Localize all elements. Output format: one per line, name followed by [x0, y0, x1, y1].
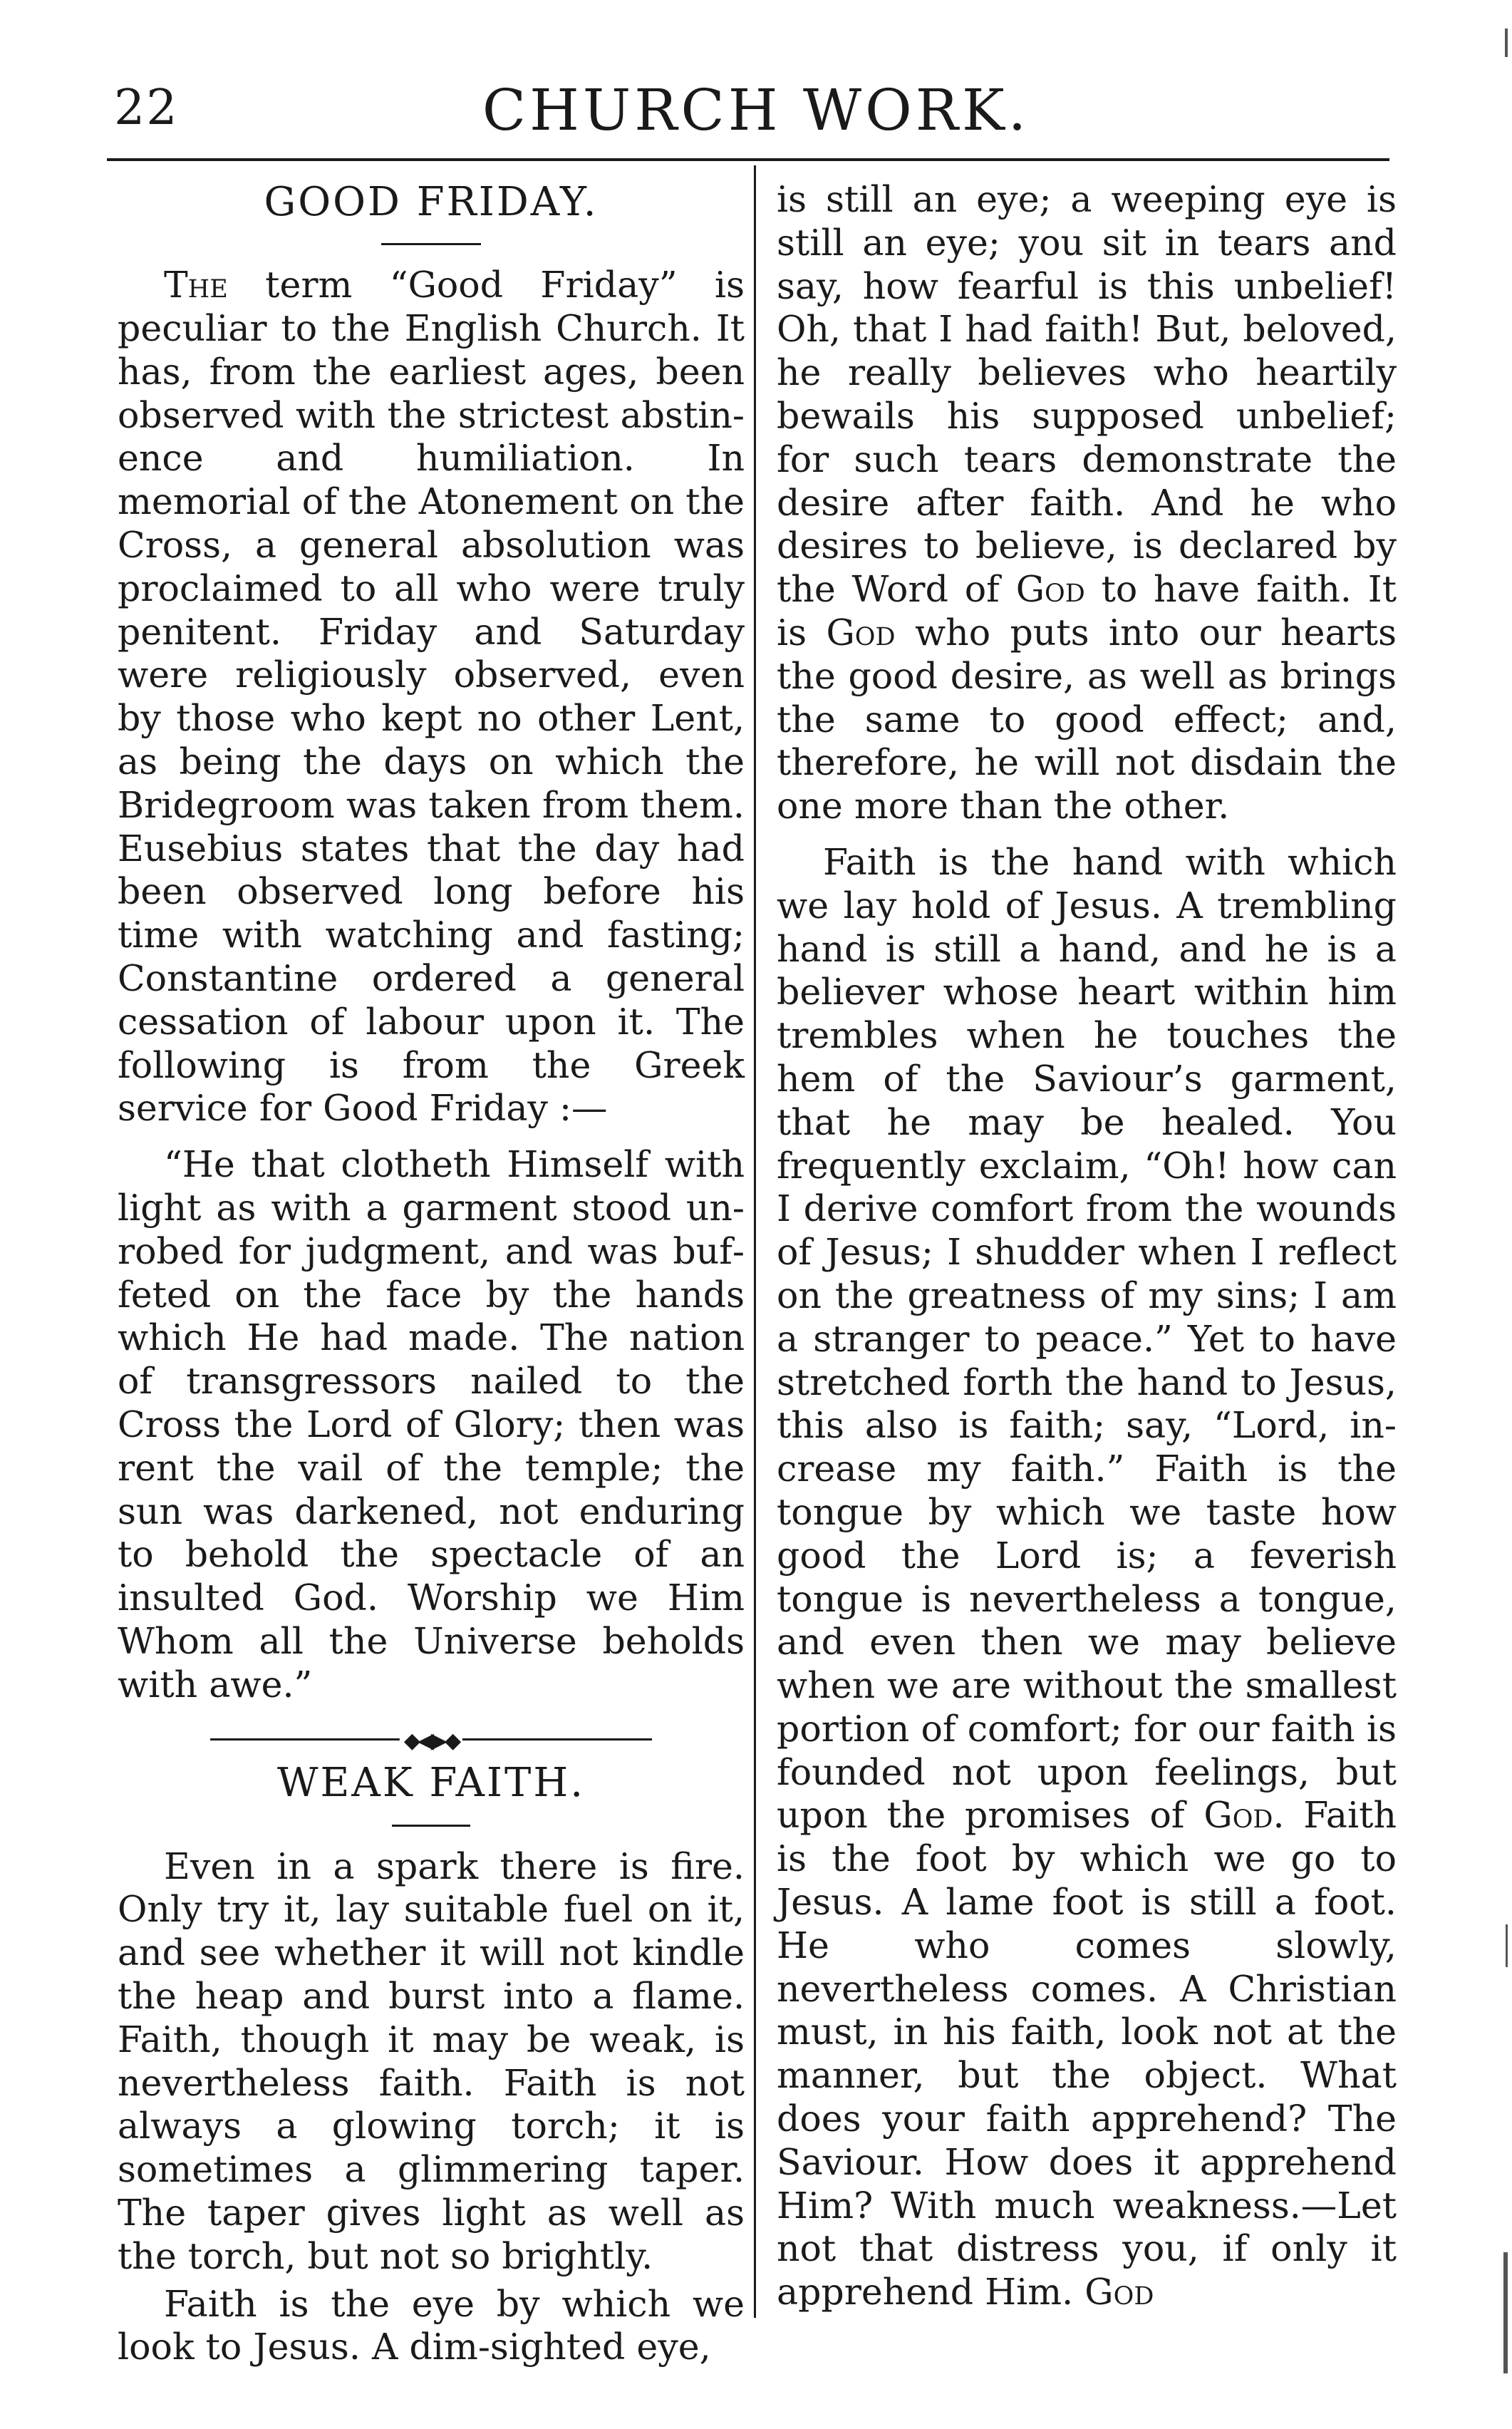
- heading-dash: [381, 243, 481, 245]
- divine-name: God: [1015, 568, 1085, 611]
- weak-faith-paragraph-1: Even in a spark there is fire. Only try it, lay suitable fuel on it, and see whether it will not kindle the heap and burst into a flame. Faith, though it may be weak, is nevertheless faith. Faith is not always a glowing torch; it is sometimes a glimmering taper. The taper gives light as well as the torch, but not so brightly.: [118, 1845, 745, 2277]
- drop-lead-word: The: [164, 264, 228, 306]
- divine-name: God: [1203, 1794, 1273, 1837]
- text-run: is still an eye; a weeping eye is still an eye; you sit in tears and say, how fearful is this unbelief! Oh, that I had faith! But, beloved, he really believes who heartily bewails his supposed unbelief; for such tears demonstrate the desire after faith. And he who desires to believe, is declared by the Word of: [777, 178, 1397, 611]
- weak-faith-paragraph-2: Faith is the eye by which we look to Jesus. A dim-sighted eye,: [118, 2282, 745, 2368]
- ornament-glyph: ◆◀▶◆: [400, 1728, 462, 1753]
- good-friday-quote: “He that clotheth Himself with light as with a garment stood unrobed for judgment, and was buffeted on the face by the hands which He had made. The nation of transgressors nailed to the Cross the Lord of Glory; then was rent the vail of the temple; the sun was darkened, not enduring to behold the spectacle of an insulted God. Worship we Him Whom all the Universe beholds with awe.”: [118, 1143, 745, 1706]
- good-friday-heading: GOOD FRIDAY.: [264, 179, 599, 225]
- good-friday-paragraph: [118, 264, 745, 1130]
- faith-hand-paragraph: [777, 841, 1397, 2314]
- weak-faith-heading: WEAK FAITH.: [276, 1760, 586, 1807]
- running-head: CHURCH WORK.: [482, 77, 1030, 143]
- divine-name: God: [1084, 2271, 1154, 2314]
- text-run: who puts into our hearts the good desire, as well as brings the same to good effect; and, therefore, he will not disdain the one more than the other.: [777, 611, 1397, 827]
- scan-margin-mark: [1506, 1924, 1508, 1967]
- header-rule: [107, 158, 1389, 161]
- text-run: . Faith is the foot by which we go to Jesus. A lame foot is still a foot. He who comes slowly, nevertheless comes. A Christian must, in his faith, look not at the manner, but the object. What does your faith apprehend? The Saviour. How does it apprehend Him? With much weakness.—Let not that distress you, if only it apprehend Him.: [777, 1794, 1397, 2314]
- left-column: [118, 178, 745, 2382]
- heading-dash: [392, 1825, 470, 1827]
- scan-margin-mark: [1505, 29, 1508, 57]
- weak-faith-continued-paragraph: [777, 178, 1397, 828]
- divine-name: God: [826, 611, 896, 654]
- page-number: 22: [114, 80, 179, 136]
- scan-margin-mark: [1503, 2252, 1508, 2373]
- section-ornament: [118, 1728, 745, 1754]
- column-divider: [754, 165, 756, 2318]
- right-column: [777, 178, 1397, 2327]
- good-friday-text: term “Good Friday” is peculiar to the English Church. It has, from the earliest ages, been observed with the strictest abstinence and humiliation. In memorial of the Atonement on the Cross, a general absolution was proclaimed to all who were truly penitent. Friday and Saturday were religiously observed, even by those who kept no other Lent, as being the days on which the Bridegroom was taken from them. Eusebius states that the day had been observed long before his time with watching and fasting; Constantine ordered a general cessation of labour upon it. The following is from the Greek service for Good Friday :—: [118, 264, 745, 1130]
- text-run: Faith is the hand with which we lay hold of Jesus. A trembling hand is still a hand, and he is a believer whose heart within him trembles when he touches the hem of the Saviour’s garment, that he may be healed. You frequently exclaim, “Oh! how can I derive comfort from the wounds of Jesus; I shudder when I reflect on the greatness of my sins; I am a stranger to peace.” Yet to have stretched forth the hand to Jesus, this also is faith; say, “Lord, increase my faith.” Faith is the tongue by which we taste how good the Lord is; a feverish tongue is nevertheless a tongue, and even then we may believe when we are without the smallest portion of comfort; for our faith is founded not upon feelings, but upon the promises of: [777, 840, 1397, 1837]
- text-run: to have faith. It is: [777, 568, 1397, 654]
